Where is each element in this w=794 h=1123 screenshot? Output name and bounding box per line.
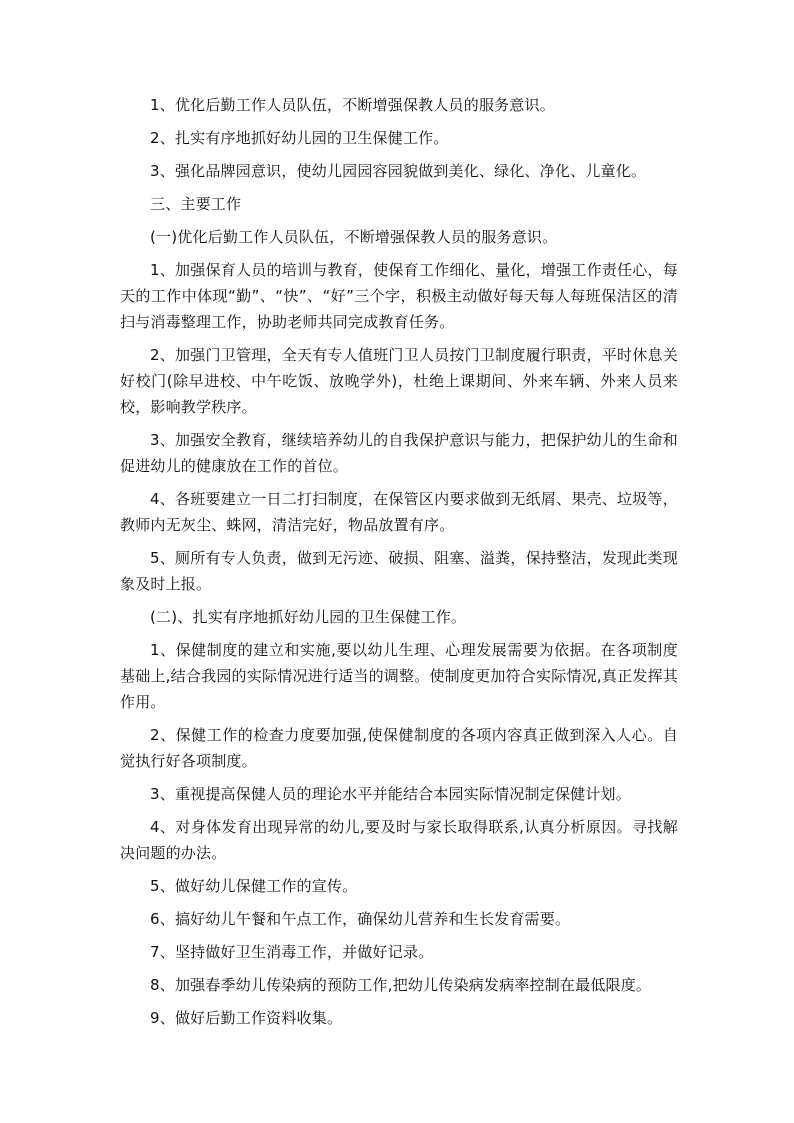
paragraph-gate-management: 2、加强门卫管理，全天有专人值班门卫人员按门卫制度履行职责，平时休息关好校门(除早进校、中午吃饭、放晚学外)，杜绝上课期间、外来车辆、外来人员来校，影响教学秩序。 <box>120 346 678 416</box>
paragraph-lunch-snacks: 6、搞好幼儿午餐和午点工作，确保幼儿营养和生长发育需要。 <box>150 910 571 928</box>
subsection-heading-1: (一)优化后勤工作人员队伍，不断增强保教人员的服务意识。 <box>150 228 558 246</box>
paragraph-goal-1: 1、优化后勤工作人员队伍，不断增强保教人员的服务意识。 <box>150 96 555 114</box>
paragraph-infection-prevention: 8、加强春季幼儿传染病的预防工作,把幼儿传染病发病率控制在最低限度。 <box>150 976 652 994</box>
paragraph-health-inspection: 2、保健工作的检查力度要加强,使保健制度的各项内容真正做到深入人心。自觉执行好各项制度。 <box>120 726 678 770</box>
paragraph-goal-3: 3、强化品牌园意识，使幼儿园园容园貌做到美化、绿化、净化、儿童化。 <box>150 162 647 180</box>
paragraph-safety-education: 3、加强安全教育，继续培养幼儿的自我保护意识与能力，把保护幼儿的生命和促进幼儿的健康放在工作的首位。 <box>120 431 678 475</box>
paragraph-health-staff: 3、重视提高保健人员的理论水平并能结合本园实际情况制定保健计划。 <box>150 785 631 803</box>
section-heading-main-work: 三、主要工作 <box>150 195 242 213</box>
paragraph-health-system: 1、保健制度的建立和实施,要以幼儿生理、心理发展需要为依据。在各项制度基础上,结合我园的实际情况进行适当的调整。使制度更加符合实际情况,真正发挥其作用。 <box>120 641 678 711</box>
paragraph-cleaning-system: 4、各班要建立一日二打扫制度，在保管区内要求做到无纸屑、果壳、垃圾等，教师内无灰尘、蛛网，清洁完好，物品放置有序。 <box>120 490 678 534</box>
paragraph-disinfection: 7、坚持做好卫生消毒工作，并做好记录。 <box>150 943 434 961</box>
document-body <box>120 92 678 1038</box>
paragraph-records-collection: 9、做好后勤工作资料收集。 <box>150 1009 343 1027</box>
paragraph-staff-training: 1、加强保育人员的培训与教育，使保育工作细化、量化，增强工作责任心，每天的工作中体现“勤”、“快”、“好”三个字，积极主动做好每天每人每班保洁区的清扫与消毒整理工作，协助老师共同完成教育任务。 <box>120 261 678 331</box>
paragraph-goal-2: 2、扎实有序地抓好幼儿园的卫生保健工作。 <box>150 129 449 147</box>
paragraph-health-publicity: 5、做好幼儿保健工作的宣传。 <box>150 877 358 895</box>
paragraph-abnormal-development: 4、对身体发育出现异常的幼儿,要及时与家长取得联系,认真分析原因。寻找解决问题的办法。 <box>120 818 678 862</box>
subsection-heading-2: (二)、扎实有序地抓好幼儿园的卫生保健工作。 <box>150 608 467 626</box>
paragraph-toilet-management: 5、厕所有专人负责，做到无污迹、破损、阻塞、溢粪，保持整洁，发现此类现象及时上报。 <box>120 549 678 593</box>
